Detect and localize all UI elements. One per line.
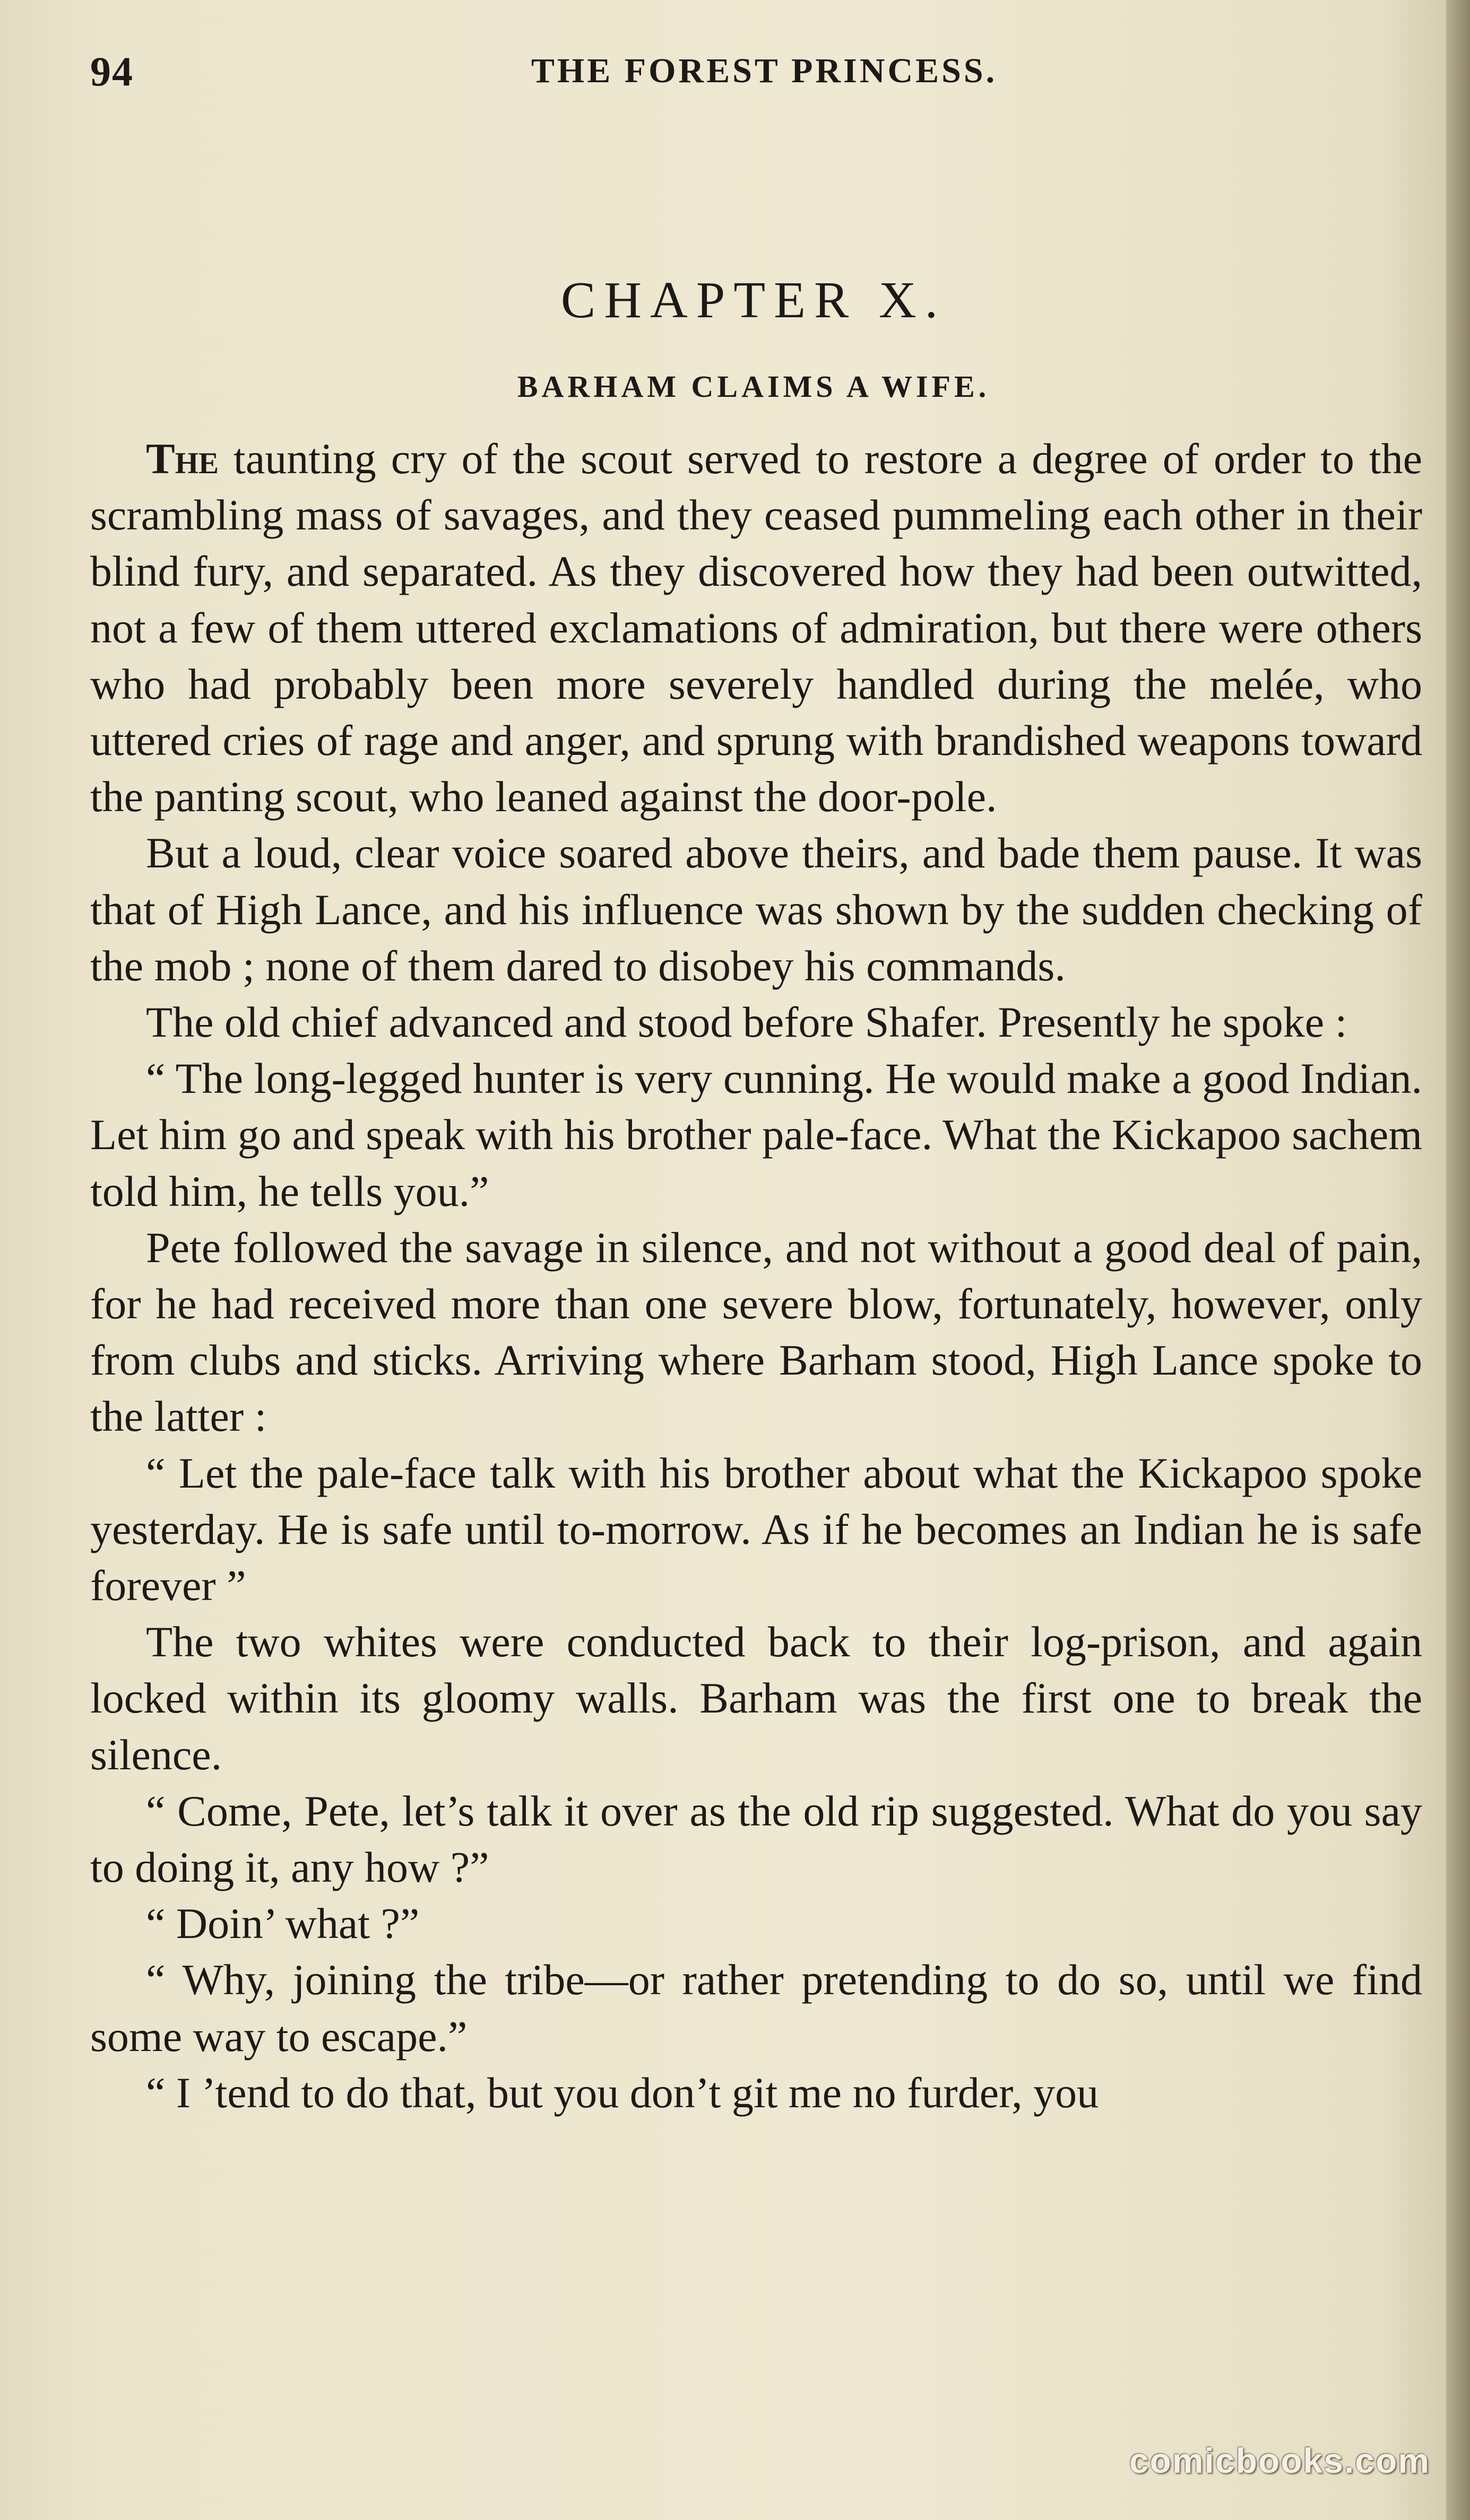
paragraph: The two whites were conducted back to their log-prison, and again locked within its gloomy walls. Barham was the first one to break the silence. bbox=[90, 1618, 1422, 1779]
paragraph: The old chief advanced and stood before Shafer. Presently he spoke : bbox=[146, 998, 1347, 1047]
body-text bbox=[90, 431, 1422, 2121]
chapter-title: CHAPTER X. bbox=[560, 272, 947, 329]
page-header bbox=[90, 48, 1438, 95]
paragraph: “ The long-legged hunter is very cunning. He would make a good Indian. Let him go and speak with his brother pale-face. What the Kickapoo sachem told him, he tells you.” bbox=[90, 1054, 1423, 1215]
paragraph: But a loud, clear voice soared above theirs, and bade them pause. It was that of High Lance, and his influence was shown by the sudden checking of the mob ; none of them dared to disobey his commands. bbox=[90, 829, 1422, 990]
paragraph bbox=[90, 431, 1422, 825]
page-number: 94 bbox=[90, 48, 134, 94]
page-spine-shadow bbox=[1446, 0, 1470, 2520]
paragraph: “ Doin’ what ?” bbox=[146, 1899, 420, 1948]
chapter-subtitle: BARHAM CLAIMS A WIFE. bbox=[517, 369, 990, 404]
paragraph: “ Why, joining the tribe—or rather pretending to do so, until we find some way to escape.” bbox=[90, 1956, 1422, 2061]
watermark: comicbooks.com bbox=[1129, 2441, 1430, 2480]
running-head: THE FOREST PRINCESS. bbox=[531, 51, 998, 90]
paragraph-text: taunting cry of the scout served to restore a degree of order to the scrambling mass of savages, and they ceased pummeling each other in their blind fury, and separated. As they discovered how they had been outwitted, not a few of them uttered exclamations of admiration, but there were others who had probably been more severely handled during the melée, who uttered cries of rage and anger, and sprung with brandished weapons toward the panting scout, who leaned against the door-pole. bbox=[90, 435, 1422, 821]
paragraph: “ Come, Pete, let’s talk it over as the old rip suggested. What do you say to doing it, any how ?” bbox=[90, 1786, 1422, 1892]
paragraph: “ Let the pale-face talk with his brother about what the Kickapoo spoke yesterday. He is safe until to-morrow. As if he becomes an Indian he is safe forever ” bbox=[90, 1448, 1422, 1610]
paragraph-lead-word: The bbox=[146, 435, 219, 483]
paragraph: “ I ’tend to do that, but you don’t git me no furder, you bbox=[146, 2068, 1099, 2117]
paragraph: Pete followed the savage in silence, and not without a good deal of pain, for he had received more than one severe blow, fortunately, however, only from clubs and sticks. Arriving where Barham stood, High Lance spoke to the latter : bbox=[90, 1223, 1422, 1441]
